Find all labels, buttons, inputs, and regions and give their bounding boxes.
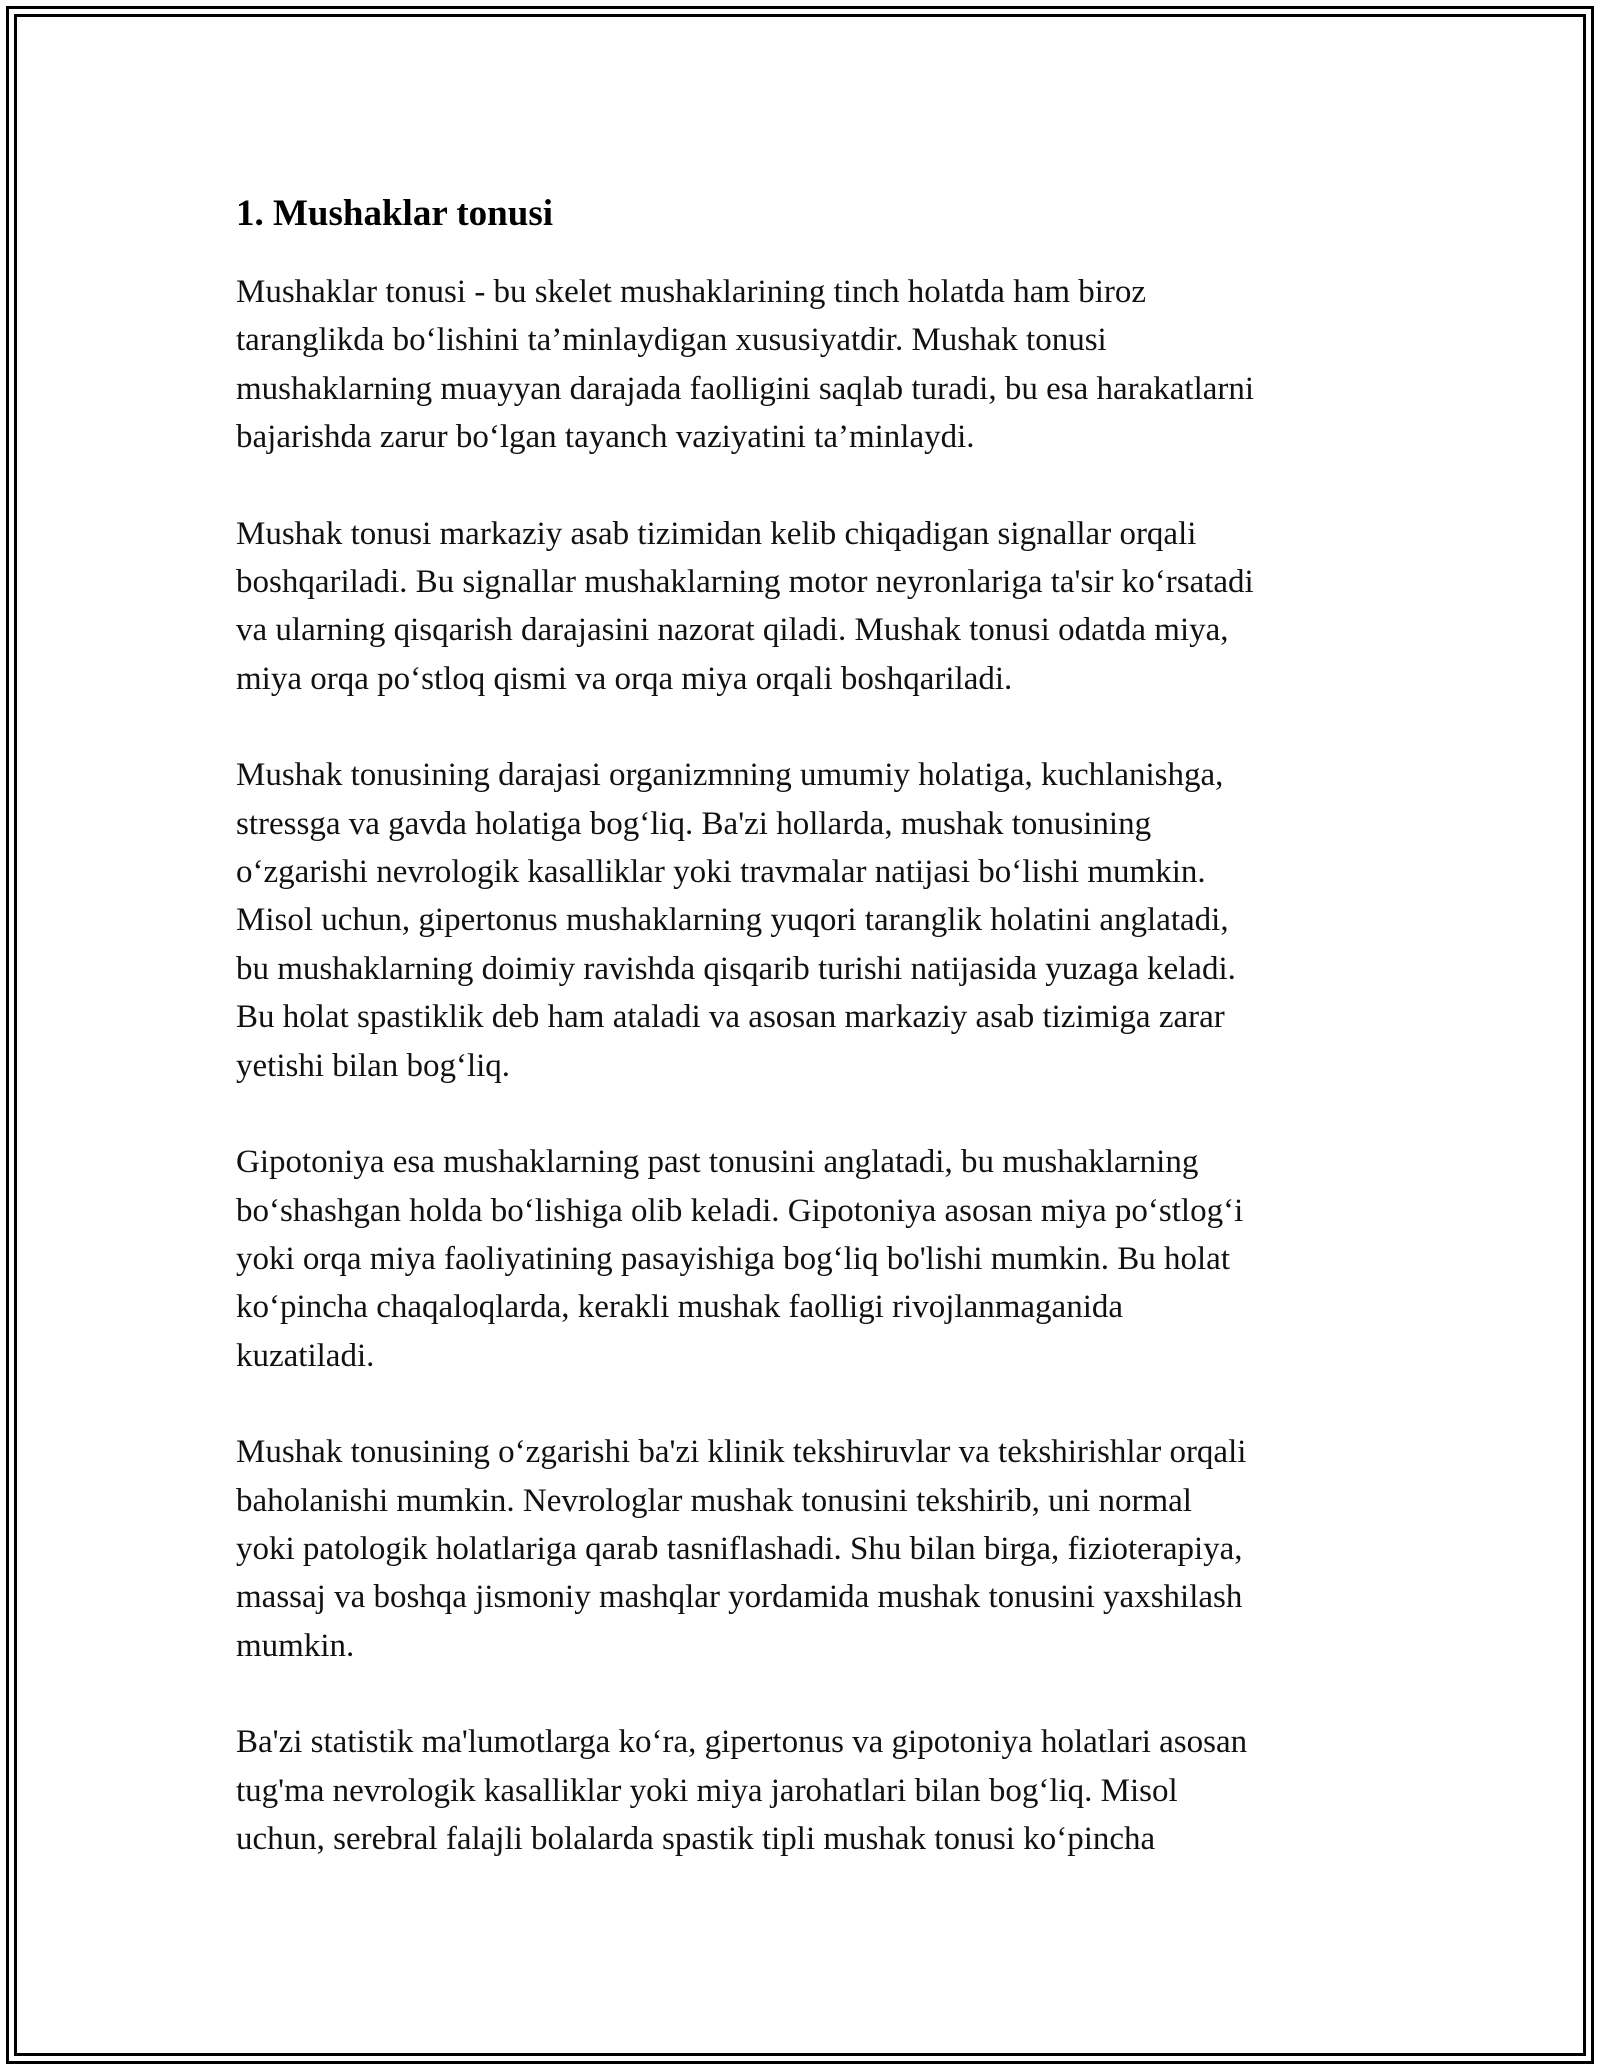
text-line: taranglikda bo‘lishini ta’minlaydigan xususiyatdir. Mushak tonusi <box>236 322 1107 359</box>
text-line: uchun, serebral falajli bolalarda spastik tipli mushak tonusi ko‘pincha <box>236 1820 1156 1857</box>
text-line: yoki patologik holatlariga qarab tasniflashadi. Shu bilan birga, fizioterapiya, <box>236 1530 1243 1567</box>
text-line: tug'ma nevrologik kasalliklar yoki miya jarohatlari bilan bog‘liq. Misol <box>236 1772 1178 1809</box>
paragraph <box>236 1428 1376 1670</box>
text-line: mushaklarning muayyan darajada faolligini saqlab turadi, bu esa harakatlarni <box>236 370 1255 407</box>
text-line: yetishi bilan bog‘liq. <box>236 1047 511 1084</box>
paragraph <box>236 1718 1376 1863</box>
text-line: boshqariladi. Bu signallar mushaklarning motor neyronlariga ta'sir ko‘rsatadi <box>236 564 1254 601</box>
text-line: Mushak tonusi markaziy asab tizimidan kelib chiqadigan signallar orqali <box>236 515 1197 552</box>
paragraph <box>236 1138 1376 1380</box>
text-line: miya orqa po‘stloq qismi va orqa miya orqali boshqariladi. <box>236 660 1013 697</box>
text-line: bu mushaklarning doimiy ravishda qisqarib turishi natijasida yuzaga keladi. <box>236 950 1236 987</box>
paragraph <box>236 751 1376 1090</box>
text-line: Mushak tonusining darajasi organizmning umumiy holatiga, kuchlanishga, <box>236 757 1224 794</box>
text-line: Mushaklar tonusi - bu skelet mushaklarining tinch holatda ham biroz <box>236 274 1147 310</box>
text-line: Bu holat spastiklik deb ham ataladi va asosan markaziy asab tizimiga zarar <box>236 999 1225 1036</box>
text-line: Gipotoniya esa mushaklarning past tonusini anglatadi, bu mushaklarning <box>236 1144 1199 1181</box>
text-line: stressga va gavda holatiga bog‘liq. Ba'zi hollarda, mushak tonusining <box>236 805 1152 842</box>
text-line: baholanishi mumkin. Nevrologlar mushak tonusini tekshirib, uni normal <box>236 1482 1192 1519</box>
paragraph-list <box>236 268 1376 1863</box>
text-line: bajarishda zarur bo‘lgan tayanch vaziyatini ta’minlaydi. <box>236 419 975 456</box>
text-line: massaj va boshqa jismoniy mashqlar yordamida mushak tonusini yaxshilash <box>236 1579 1243 1616</box>
paragraph <box>236 510 1376 704</box>
text-line: mumkin. <box>236 1627 355 1664</box>
text-line: Mushak tonusining o‘zgarishi ba'zi klinik tekshiruvlar va tekshirishlar orqali <box>236 1434 1247 1471</box>
text-line: ko‘pincha chaqaloqlarda, kerakli mushak faolligi rivojlanmaganida <box>236 1289 1124 1326</box>
text-line: o‘zgarishi nevrologik kasalliklar yoki travmalar natijasi bo‘lishi mumkin. <box>236 854 1206 891</box>
text-line: yoki orqa miya faoliyatining pasayishiga bog‘liq bo'lishi mumkin. Bu holat <box>236 1240 1230 1277</box>
text-line: va ularning qisqarish darajasini nazorat qiladi. Mushak tonusi odatda miya, <box>236 612 1229 649</box>
document-body <box>236 186 1376 1863</box>
paragraph <box>236 268 1376 462</box>
text-line: Ba'zi statistik ma'lumotlarga ko‘ra, gipertonus va gipotoniya holatlari asosan <box>236 1724 1248 1761</box>
text-line: Misol uchun, gipertonus mushaklarning yuqori taranglik holatini anglatadi, <box>236 902 1229 939</box>
text-line: bo‘shashgan holda bo‘lishiga olib keladi. Gipotoniya asosan miya po‘stlog‘i <box>236 1192 1244 1229</box>
text-line: kuzatiladi. <box>236 1337 375 1374</box>
section-heading: 1. Mushaklar tonusi <box>236 193 553 234</box>
